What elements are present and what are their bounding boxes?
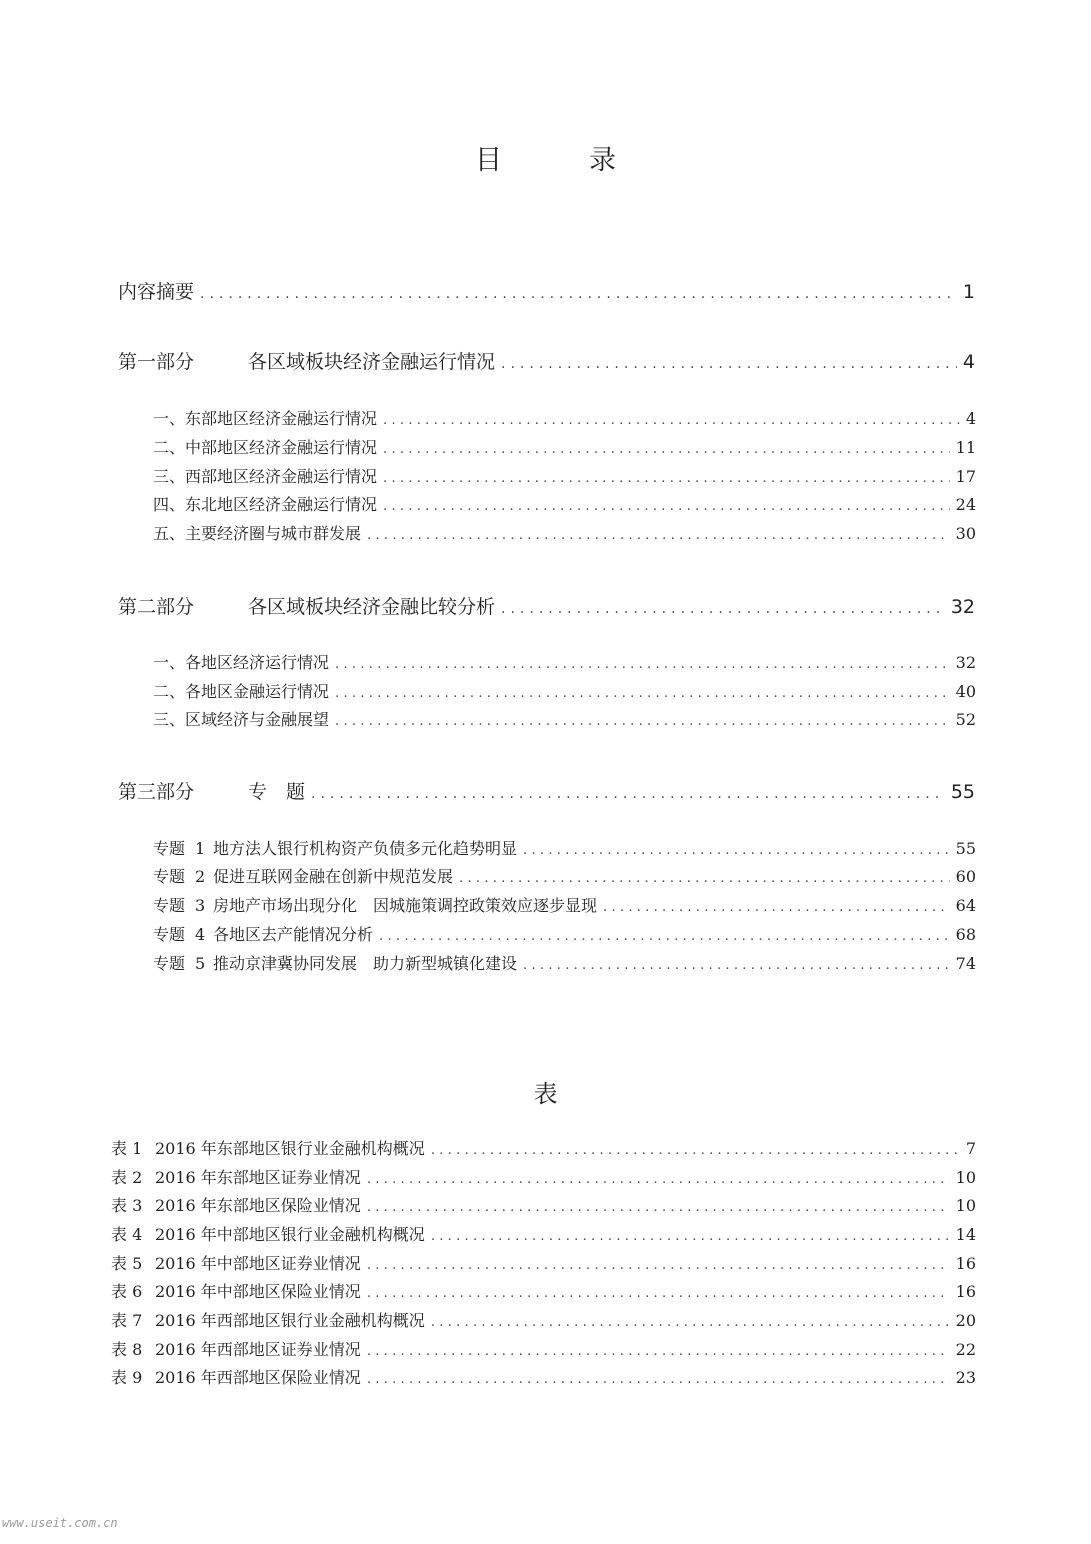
toc-entry-page: 60 <box>955 867 976 886</box>
table-entry-label: 2016 年中部地区保险业情况 <box>155 1282 361 1301</box>
toc-part-1[interactable] <box>118 347 975 374</box>
toc-entry-page: 52 <box>955 710 976 729</box>
dot-leader <box>367 1172 950 1187</box>
special-prefix: 专题 <box>153 896 186 915</box>
toc-entry-label: 五、主要经济圈与城市群发展 <box>153 524 362 543</box>
part-label: 第一部分 <box>118 351 195 373</box>
dot-leader <box>367 1258 950 1273</box>
toc-entry-label: 促进互联网金融在创新中规范发展 <box>213 867 454 886</box>
table-entry-label: 2016 年西部地区银行业金融机构概况 <box>155 1311 425 1330</box>
dot-leader <box>383 413 960 428</box>
table-list-entry[interactable] <box>111 1365 976 1388</box>
part-label: 第二部分 <box>118 596 195 618</box>
table-number: 表 8 <box>111 1340 143 1359</box>
part-title: 各区域板块经济金融运行情况 <box>248 351 496 373</box>
toc-entry-page: 32 <box>950 596 975 618</box>
table-entry-page: 14 <box>955 1225 976 1244</box>
toc-entry-page: 55 <box>955 839 976 858</box>
toc-special-entry[interactable] <box>153 836 976 859</box>
table-list-entry[interactable] <box>111 1193 976 1216</box>
table-list-entry[interactable] <box>111 1136 976 1159</box>
toc-entry-label: 二、中部地区经济金融运行情况 <box>153 438 378 457</box>
toc-entry-page: 17 <box>955 467 976 486</box>
dot-leader <box>367 1286 950 1301</box>
toc-special-entry[interactable] <box>153 893 976 916</box>
toc-entry-label: 一、各地区经济运行情况 <box>153 653 330 672</box>
toc-entry-page: 40 <box>955 682 976 701</box>
toc-entry-label: 内容摘要 <box>118 281 195 303</box>
dot-leader <box>383 471 950 486</box>
special-number: 2 <box>195 867 206 886</box>
toc-entry-page: 4 <box>965 409 976 428</box>
table-entry-label: 2016 年西部地区证券业情况 <box>155 1340 361 1359</box>
table-number: 表 7 <box>111 1311 143 1330</box>
toc-part-3[interactable] <box>118 777 975 804</box>
part-label: 第三部分 <box>118 781 195 803</box>
dot-leader <box>311 786 945 802</box>
dot-leader <box>523 843 950 858</box>
table-list-entry[interactable] <box>111 1337 976 1360</box>
special-prefix: 专题 <box>153 839 186 858</box>
toc-entry-label: 推动京津冀协同发展 助力新型城镇化建设 <box>213 954 518 973</box>
dot-leader <box>431 1315 950 1330</box>
dot-leader <box>335 657 950 672</box>
toc-entry[interactable] <box>153 707 976 730</box>
toc-entry-page: 55 <box>950 781 975 803</box>
toc-entry-page: 74 <box>955 954 976 973</box>
special-number: 3 <box>195 896 206 915</box>
toc-entry-summary[interactable] <box>118 277 975 304</box>
toc-special-entry[interactable] <box>153 922 976 945</box>
toc-special-entry[interactable] <box>153 951 976 974</box>
toc-entry-label: 各地区去产能情况分析 <box>213 925 374 944</box>
table-number: 表 4 <box>111 1225 143 1244</box>
toc-entry-page: 30 <box>955 524 976 543</box>
table-entry-label: 2016 年中部地区证券业情况 <box>155 1254 361 1273</box>
toc-special-entry[interactable] <box>153 864 976 887</box>
dot-leader <box>459 871 950 886</box>
special-prefix: 专题 <box>153 954 186 973</box>
toc-entry-page: 4 <box>962 351 975 373</box>
table-entry-page: 22 <box>955 1340 976 1359</box>
toc-title: 目 录 <box>475 145 646 176</box>
table-entry-label: 2016 年中部地区银行业金融机构概况 <box>155 1225 425 1244</box>
table-entry-page: 7 <box>965 1139 976 1158</box>
table-entry-label: 2016 年东部地区证券业情况 <box>155 1168 361 1187</box>
dot-leader <box>603 900 950 915</box>
table-entry-page: 16 <box>955 1254 976 1273</box>
table-entry-page: 23 <box>955 1368 976 1387</box>
toc-entry-page: 11 <box>955 438 976 457</box>
toc-entry-label: 房地产市场出现分化 因城施策调控政策效应逐步显现 <box>213 896 598 915</box>
dot-leader <box>501 356 957 372</box>
dot-leader <box>367 1372 950 1387</box>
tables-title: 表 <box>533 1080 558 1108</box>
table-list-entry[interactable] <box>111 1165 976 1188</box>
table-number: 表 2 <box>111 1168 143 1187</box>
toc-entry-label: 二、各地区金融运行情况 <box>153 682 330 701</box>
special-number: 4 <box>195 925 206 944</box>
toc-entry[interactable] <box>153 492 976 515</box>
table-list-entry[interactable] <box>111 1222 976 1245</box>
dot-leader <box>523 958 950 973</box>
special-number: 1 <box>195 839 206 858</box>
table-entry-page: 20 <box>955 1311 976 1330</box>
table-list-entry[interactable] <box>111 1308 976 1331</box>
table-number: 表 1 <box>111 1139 143 1158</box>
special-number: 5 <box>195 954 206 973</box>
toc-entry-page: 1 <box>962 281 975 303</box>
table-number: 表 9 <box>111 1368 143 1387</box>
dot-leader <box>431 1229 950 1244</box>
dot-leader <box>335 714 950 729</box>
toc-entry[interactable] <box>153 406 976 429</box>
dot-leader <box>501 601 945 617</box>
watermark: www.useit.com.cn <box>2 1516 118 1530</box>
dot-leader <box>379 929 950 944</box>
toc-entry-page: 68 <box>955 925 976 944</box>
dot-leader <box>335 686 950 701</box>
dot-leader <box>431 1143 960 1158</box>
table-entry-label: 2016 年西部地区保险业情况 <box>155 1368 361 1387</box>
special-prefix: 专题 <box>153 925 186 944</box>
toc-entry-label: 四、东北地区经济金融运行情况 <box>153 495 378 514</box>
dot-leader <box>383 442 950 457</box>
table-list-entry[interactable] <box>111 1279 976 1302</box>
dot-leader <box>367 1200 950 1215</box>
table-entry-label: 2016 年东部地区银行业金融机构概况 <box>155 1139 425 1158</box>
table-entry-page: 10 <box>955 1168 976 1187</box>
toc-entry-label: 三、西部地区经济金融运行情况 <box>153 467 378 486</box>
table-number: 表 3 <box>111 1196 143 1215</box>
table-entry-page: 16 <box>955 1282 976 1301</box>
special-prefix: 专题 <box>153 867 186 886</box>
toc-entry[interactable] <box>153 650 976 673</box>
part-title: 各区域板块经济金融比较分析 <box>248 596 496 618</box>
dot-leader <box>367 528 950 543</box>
toc-entry[interactable] <box>153 679 976 702</box>
toc-entry-page: 32 <box>955 653 976 672</box>
toc-entry[interactable] <box>153 435 976 458</box>
table-number: 表 6 <box>111 1282 143 1301</box>
toc-entry-page: 24 <box>955 495 976 514</box>
toc-entry-label: 地方法人银行机构资产负债多元化趋势明显 <box>213 839 518 858</box>
toc-entry-label: 一、东部地区经济金融运行情况 <box>153 409 378 428</box>
table-list-entry[interactable] <box>111 1251 976 1274</box>
dot-leader <box>200 286 957 302</box>
toc-entry-label: 三、区域经济与金融展望 <box>153 710 330 729</box>
table-entry-page: 10 <box>955 1196 976 1215</box>
part-title: 专 题 <box>248 781 306 803</box>
dot-leader <box>367 1344 950 1359</box>
toc-entry-page: 64 <box>955 896 976 915</box>
toc-part-2[interactable] <box>118 592 975 619</box>
toc-entry[interactable] <box>153 521 976 544</box>
table-number: 表 5 <box>111 1254 143 1273</box>
dot-leader <box>383 499 950 514</box>
toc-entry[interactable] <box>153 464 976 487</box>
table-entry-label: 2016 年东部地区保险业情况 <box>155 1196 361 1215</box>
